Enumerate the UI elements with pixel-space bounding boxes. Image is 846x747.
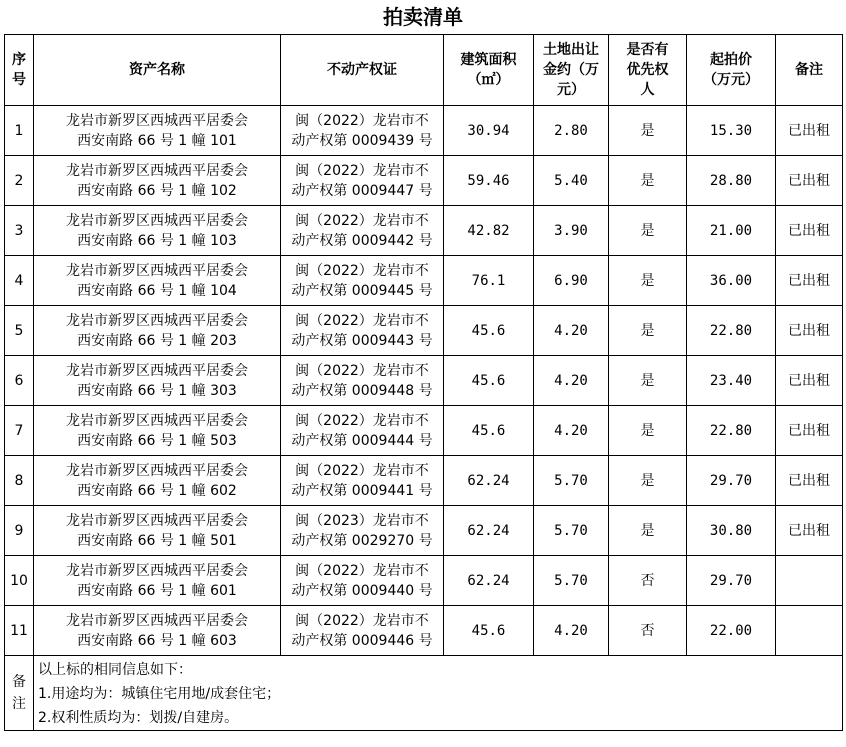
- cell-land-fee: 6.90: [534, 256, 609, 306]
- cell-index: 10: [5, 556, 34, 606]
- cell-start-price: 28.80: [687, 156, 776, 206]
- cell-priority: 是: [609, 256, 687, 306]
- cell-area: 62.24: [444, 456, 534, 506]
- header-certificate: 不动产权证: [281, 35, 444, 106]
- cell-land-fee: 4.20: [534, 606, 609, 656]
- cell-area: 62.24: [444, 556, 534, 606]
- cell-remark: [776, 606, 843, 656]
- cell-start-price: 29.70: [687, 556, 776, 606]
- cell-certificate: 闽（2022）龙岩市不 动产权第 0009444 号: [281, 406, 444, 456]
- cell-start-price: 15.30: [687, 106, 776, 156]
- cell-asset-name: 龙岩市新罗区西城西平居委会 西安南路 66 号 1 幢 103: [34, 206, 281, 256]
- cell-area: 42.82: [444, 206, 534, 256]
- cell-priority: 是: [609, 106, 687, 156]
- cell-index: 2: [5, 156, 34, 206]
- header-area: 建筑面积（㎡）: [444, 35, 534, 106]
- cell-remark: 已出租: [776, 206, 843, 256]
- cell-area: 76.1: [444, 256, 534, 306]
- header-priority: 是否有优先权人: [609, 35, 687, 106]
- cell-start-price: 30.80: [687, 506, 776, 556]
- cell-certificate: 闽（2023）龙岩市不 动产权第 0029270 号: [281, 506, 444, 556]
- cell-remark: 已出租: [776, 156, 843, 206]
- cell-asset-name: 龙岩市新罗区西城西平居委会 西安南路 66 号 1 幢 102: [34, 156, 281, 206]
- cell-area: 62.24: [444, 506, 534, 556]
- table-row: [5, 106, 843, 156]
- cell-certificate: 闽（2022）龙岩市不 动产权第 0009445 号: [281, 256, 444, 306]
- cell-priority: 是: [609, 356, 687, 406]
- cell-asset-name: 龙岩市新罗区西城西平居委会 西安南路 66 号 1 幢 503: [34, 406, 281, 456]
- cell-priority: 是: [609, 156, 687, 206]
- table-row: [5, 606, 843, 656]
- cell-certificate: 闽（2022）龙岩市不 动产权第 0009439 号: [281, 106, 444, 156]
- cell-area: 45.6: [444, 356, 534, 406]
- cell-start-price: 22.80: [687, 406, 776, 456]
- table-row: [5, 456, 843, 506]
- cell-area: 59.46: [444, 156, 534, 206]
- cell-index: 11: [5, 606, 34, 656]
- cell-priority: 是: [609, 456, 687, 506]
- cell-asset-name: 龙岩市新罗区西城西平居委会 西安南路 66 号 1 幢 501: [34, 506, 281, 556]
- cell-certificate: 闽（2022）龙岩市不 动产权第 0009447 号: [281, 156, 444, 206]
- cell-asset-name: 龙岩市新罗区西城西平居委会 西安南路 66 号 1 幢 303: [34, 356, 281, 406]
- notes-line: 1.用途均为：城镇住宅用地/成套住宅；: [38, 686, 281, 702]
- cell-certificate: 闽（2022）龙岩市不 动产权第 0009440 号: [281, 556, 444, 606]
- cell-index: 1: [5, 106, 34, 156]
- cell-remark: 已出租: [776, 356, 843, 406]
- cell-remark: 已出租: [776, 406, 843, 456]
- cell-land-fee: 5.70: [534, 506, 609, 556]
- cell-land-fee: 4.20: [534, 356, 609, 406]
- header-land-fee: 土地出让金约（万元）: [534, 35, 609, 106]
- cell-priority: 否: [609, 606, 687, 656]
- cell-certificate: 闽（2022）龙岩市不 动产权第 0009446 号: [281, 606, 444, 656]
- cell-remark: 已出租: [776, 456, 843, 506]
- header-remark: 备注: [776, 35, 843, 106]
- cell-land-fee: 5.40: [534, 156, 609, 206]
- cell-land-fee: 3.90: [534, 206, 609, 256]
- notes-label: 备注: [5, 656, 34, 731]
- cell-remark: 已出租: [776, 306, 843, 356]
- cell-priority: 否: [609, 556, 687, 606]
- cell-asset-name: 龙岩市新罗区西城西平居委会 西安南路 66 号 1 幢 601: [34, 556, 281, 606]
- page-title: 拍卖清单: [383, 5, 463, 29]
- cell-priority: 是: [609, 506, 687, 556]
- table-row: [5, 356, 843, 406]
- table-row: [5, 406, 843, 456]
- cell-start-price: 22.00: [687, 606, 776, 656]
- cell-land-fee: 5.70: [534, 556, 609, 606]
- cell-asset-name: 龙岩市新罗区西城西平居委会 西安南路 66 号 1 幢 602: [34, 456, 281, 506]
- cell-land-fee: 2.80: [534, 106, 609, 156]
- cell-area: 45.6: [444, 306, 534, 356]
- header-index-label: 序号: [12, 52, 26, 88]
- cell-start-price: 22.80: [687, 306, 776, 356]
- cell-remark: 已出租: [776, 106, 843, 156]
- cell-index: 6: [5, 356, 34, 406]
- cell-land-fee: 4.20: [534, 406, 609, 456]
- table-row: [5, 306, 843, 356]
- cell-certificate: 闽（2022）龙岩市不 动产权第 0009443 号: [281, 306, 444, 356]
- cell-priority: 是: [609, 406, 687, 456]
- cell-index: 9: [5, 506, 34, 556]
- cell-index: 7: [5, 406, 34, 456]
- notes-line: 以上标的相同信息如下：: [38, 662, 192, 678]
- table-row: [5, 506, 843, 556]
- cell-remark: 已出租: [776, 256, 843, 306]
- cell-area: 45.6: [444, 606, 534, 656]
- cell-priority: 是: [609, 306, 687, 356]
- header-asset-name: 资产名称: [34, 35, 281, 106]
- cell-remark: [776, 556, 843, 606]
- cell-priority: 是: [609, 206, 687, 256]
- header-index: [5, 35, 34, 106]
- table-row: [5, 256, 843, 306]
- header-row: [5, 35, 843, 106]
- cell-certificate: 闽（2022）龙岩市不 动产权第 0009441 号: [281, 456, 444, 506]
- cell-area: 45.6: [444, 406, 534, 456]
- cell-index: 4: [5, 256, 34, 306]
- notes-body: [34, 656, 843, 731]
- cell-start-price: 21.00: [687, 206, 776, 256]
- cell-certificate: 闽（2022）龙岩市不 动产权第 0009442 号: [281, 206, 444, 256]
- auction-table: [4, 34, 843, 731]
- cell-asset-name: 龙岩市新罗区西城西平居委会 西安南路 66 号 1 幢 603: [34, 606, 281, 656]
- cell-index: 5: [5, 306, 34, 356]
- table-row: [5, 156, 843, 206]
- cell-area: 30.94: [444, 106, 534, 156]
- cell-start-price: 36.00: [687, 256, 776, 306]
- cell-asset-name: 龙岩市新罗区西城西平居委会 西安南路 66 号 1 幢 203: [34, 306, 281, 356]
- table-row: [5, 556, 843, 606]
- cell-remark: 已出租: [776, 506, 843, 556]
- cell-land-fee: 4.20: [534, 306, 609, 356]
- cell-asset-name: 龙岩市新罗区西城西平居委会 西安南路 66 号 1 幢 104: [34, 256, 281, 306]
- cell-certificate: 闽（2022）龙岩市不 动产权第 0009448 号: [281, 356, 444, 406]
- cell-start-price: 29.70: [687, 456, 776, 506]
- cell-asset-name: 龙岩市新罗区西城西平居委会 西安南路 66 号 1 幢 101: [34, 106, 281, 156]
- header-start-price: 起拍价（万元）: [687, 35, 776, 106]
- notes-line: 2.权利性质均为：划拨/自建房。: [38, 710, 239, 726]
- cell-land-fee: 5.70: [534, 456, 609, 506]
- cell-index: 3: [5, 206, 34, 256]
- notes-row: [5, 656, 843, 731]
- cell-start-price: 23.40: [687, 356, 776, 406]
- cell-index: 8: [5, 456, 34, 506]
- table-row: [5, 206, 843, 256]
